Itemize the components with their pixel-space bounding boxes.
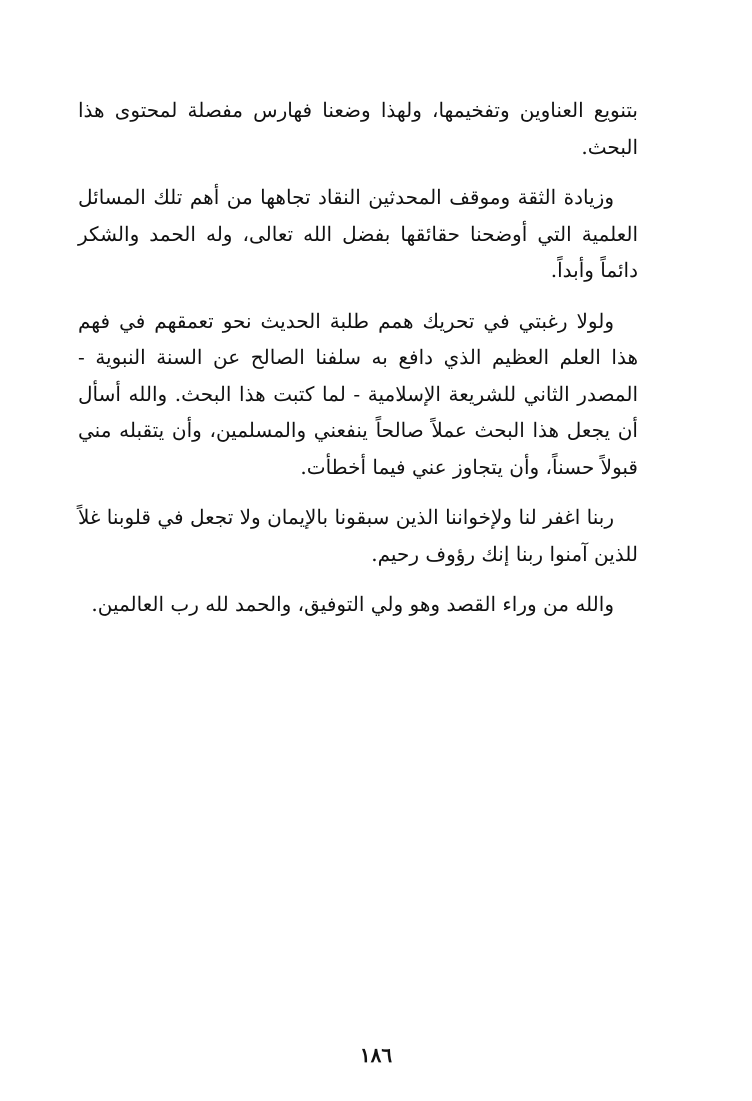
paragraph-1: بتنويع العناوين وتفخيمها، ولهذا وضعنا فهارس مفصلة لمحتوى هذا البحث.	[78, 98, 638, 159]
page-number: ١٨٦	[359, 1043, 393, 1067]
paragraph-2: وزيادة الثقة وموقف المحدثين النقاد تجاهها من أهم تلك المسائل العلمية التي أوضحنا حقائقها بفضل الله تعالى، وله الحمد والشكر دائماً وأبداً.	[78, 185, 639, 282]
paragraph-5: والله من وراء القصد وهو ولي التوفيق، والحمد لله رب العالمين.	[91, 592, 614, 616]
paragraph-3: ولولا رغبتي في تحريك همم طلبة الحديث نحو تعمقهم في فهم هذا العلم العظيم الذي دافع به سلفنا الصالح عن السنة النبوية - المصدر الثاني للشريعة الإسلامية - لما كتبت هذا البحث. والله أسأل أن يجعل هذا البحث عملاً صالحاً ينفعني والمسلمين، وأن يتقبله مني قبولاً حسناً، وأن يتجاوز عني فيما أخطأت.	[78, 308, 638, 479]
paragraph-4: ربنا اغفر لنا ولإخواننا الذين سبقونا بالإيمان ولا تجعل في قلوبنا غلاً للذين آمنوا ربنا إنك رؤوف رحيم.	[78, 505, 638, 566]
body-text	[78, 92, 638, 637]
